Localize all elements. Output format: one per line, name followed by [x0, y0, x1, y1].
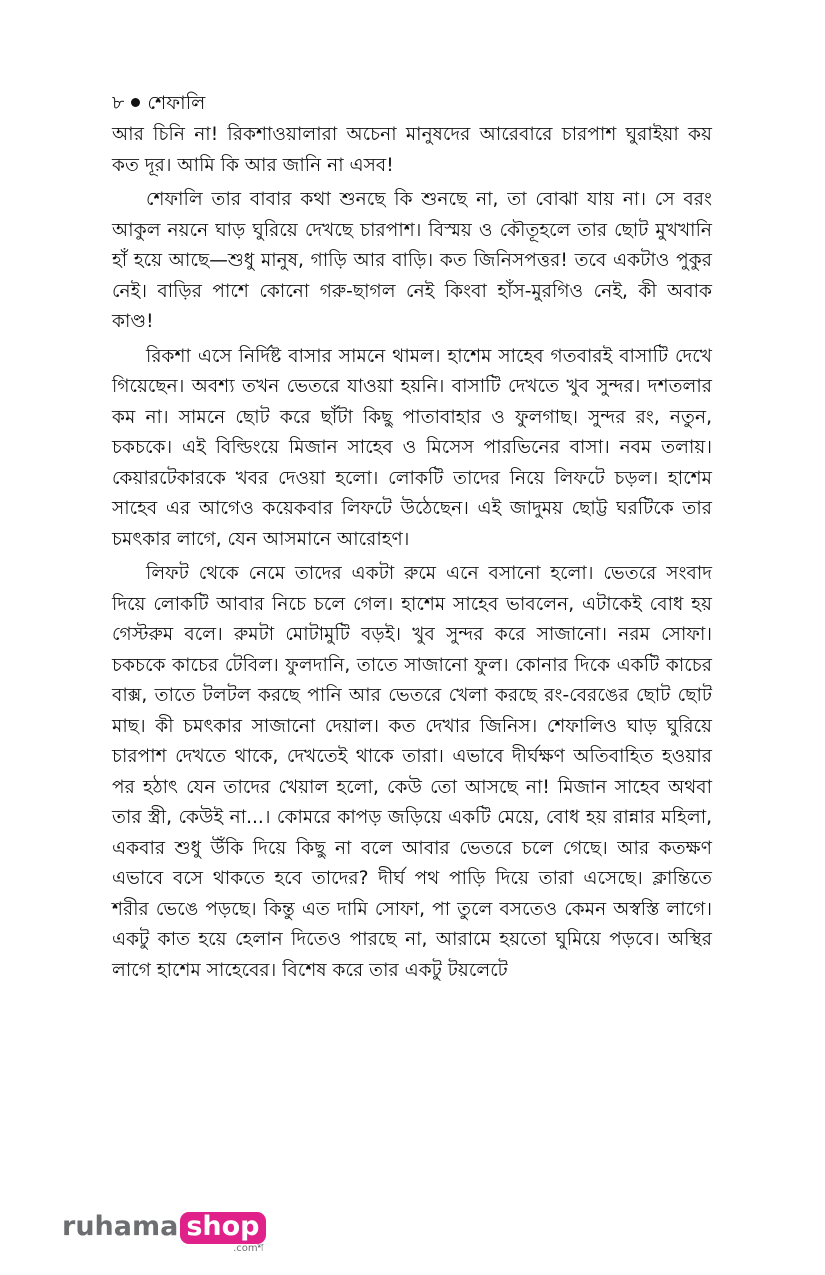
watermark-word-ruhama: ruhama [62, 1211, 179, 1242]
paragraph-3: রিকশা এসে নির্দিষ্ট বাসার সামনে থামল। হাশেম সাহেব গতবারই বাসাটি দেখে গিয়েছেন। অবশ্য তখন ভেতরে যাওয়া হয়নি। বাসাটি দেখতে খুব সুন্দর। দশতলার কম না। সামনে ছোট করে ছাঁটা কিছু পাতাবাহার ও ফুলগাছ। সুন্দর রং, নতুন, চকচকে। এই বিল্ডিংয়ে মিজান সাহেব ও মিসেস পারভিনের বাসা। নবম তলায়। কেয়ারটেকারকে খবর দেওয়া হলো। লোকটি তাদের নিয়ে লিফটে চড়ল। হাশেম সাহেব এর আগেও কয়েকবার লিফটে উঠেছেন। এই জাদুময় ছোট্ট ঘরটিকে তার চমৎকার লাগে, যেন আসমানে আরোহণ। [112, 345, 712, 550]
paragraph-1: আর চিনি না! রিকশাওয়ালারা অচেনা মানুষদের আরেবারে চারপাশ ঘুরাইয়া কয় কত দূর। আমি কি আর জানি না এসব! [112, 124, 712, 176]
running-header [112, 90, 205, 116]
paragraph-2: শেফালি তার বাবার কথা শুনছে কি শুনছে না, তা বোঝা যায় না। সে বরং আকুল নয়নে ঘাড় ঘুরিয়ে দেখছে চারপাশ। বিস্ময় ও কৌতূহলে তার ছোট মুখখানি হাঁ হয়ে আছে—শুধু মানুষ, গাড়ি আর বাড়ি। কত জিনিসপত্তর! তবে একটাও পুকুর নেই। বাড়ির পাশে কোনো গরু-ছাগল নেই কিংবা হাঁস-মুরগিও নেই, কী অবাক কাণ্ড! [112, 189, 712, 332]
watermark-domain: .comশ [233, 1243, 264, 1254]
page-number: ৮ [112, 92, 125, 114]
ruhamashop-watermark [62, 1211, 266, 1254]
book-title: শেফালি [147, 92, 206, 114]
watermark-word-shop: shop [180, 1212, 265, 1244]
page-body [112, 120, 712, 990]
bullet-separator [131, 98, 140, 107]
paragraph-4: লিফট থেকে নেমে তাদের একটা রুমে এনে বসানো হলো। ভেতরে সংবাদ দিয়ে লোকটি আবার নিচে চলে গেল। হাশেম সাহেব ভাবলেন, এটাকেই বোধ হয় গেস্টরুম বলে। রুমটা মোটামুটি বড়ই। খুব সুন্দর করে সাজানো। নরম সোফা। চকচকে কাচের টেবিল। ফুলদানি, তাতে সাজানো ফুল। কোনার দিকে একটি কাচের বাক্স, তাতে টলটল করছে পানি আর ভেতরে খেলা করছে রং-বেরঙের ছোট ছোট মাছ। কী চমৎকার সাজানো দেয়াল। কত দেখার জিনিস। শেফালিও ঘাড় ঘুরিয়ে চারপাশ দেখতে থাকে, দেখতেই থাকে তারা। এভাবে দীর্ঘক্ষণ অতিবাহিত হওয়ার পর হঠাৎ যেন তাদের খেয়াল হলো, কেউ তো আসছে না! মিজান সাহেব অথবা তার স্ত্রী, কেউই না...। কোমরে কাপড় জড়িয়ে একটি মেয়ে, বোধ হয় রান্নার মহিলা, একবার শুধু উঁকি দিয়ে কিছু না বলে আবার ভেতরে চলে গেছে। আর কতক্ষণ এভাবে বসে থাকতে হবে তাদের? দীর্ঘ পথ পাড়ি দিয়ে তারা এসেছে। ক্লান্তিতে শরীর ভেঙে পড়ছে। কিন্তু এত দামি সোফা, পা তুলে বসতেও কেমন অস্বস্তি লাগে। একটু কাত হয়ে হেলান দিতেও পারছে না, আরামে হয়তো ঘুমিয়ে পড়বে। অস্থির লাগে হাশেম সাহেবের। বিশেষ করে তার একটু টয়লেটে [112, 563, 712, 981]
